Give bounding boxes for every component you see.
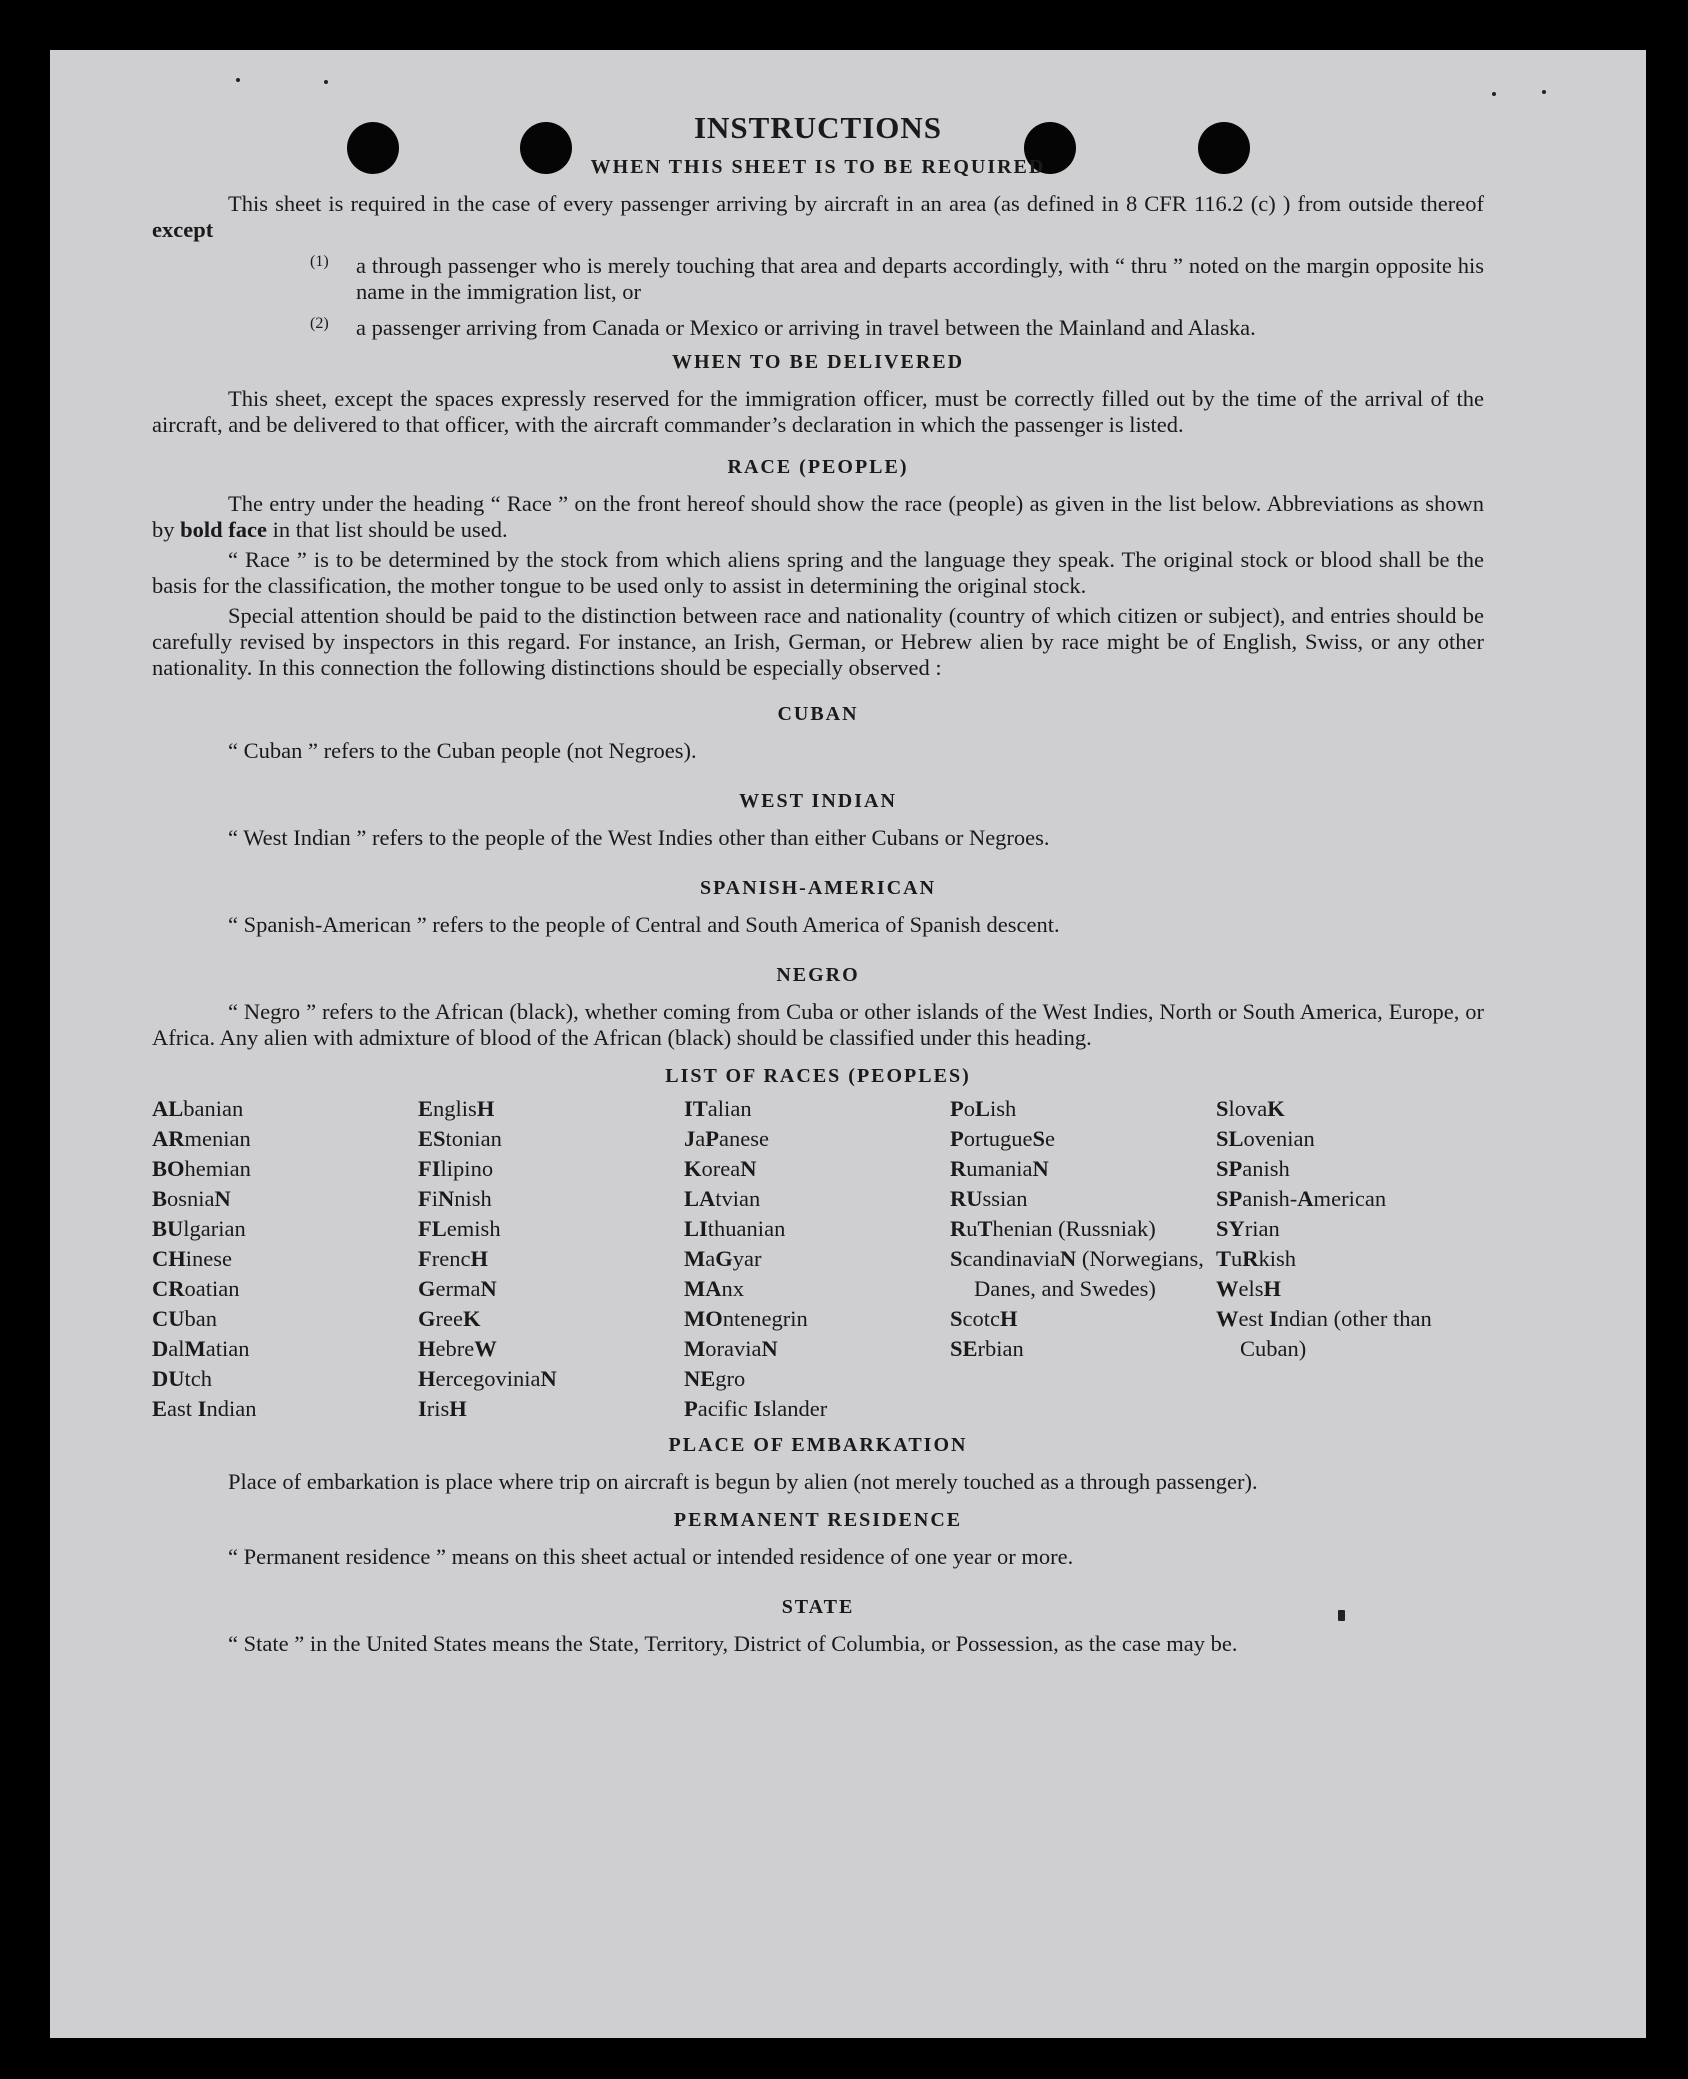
- race-entry: GermaN: [418, 1276, 497, 1301]
- race-paragraph-2: “ Race ” is to be determined by the stock from which aliens spring and the language they speak. The original stock or blood shall be the basis for the classification, the mother tongue to be used only to assist in determining the original stock.: [152, 547, 1484, 598]
- race-column: [950, 1094, 1216, 1424]
- required-intro: [152, 191, 1484, 243]
- race-entry: CUban: [152, 1306, 217, 1331]
- instructions-content: [152, 110, 1484, 1657]
- race-entry: HercegoviniaN: [418, 1366, 557, 1391]
- race-column: [418, 1094, 684, 1424]
- race-entry: SErbian: [950, 1336, 1024, 1361]
- heading-list-of-races: LIST OF RACES (PEOPLES): [665, 1065, 971, 1087]
- race-entry: HebreW: [418, 1336, 497, 1361]
- race-entry: SPanish: [1216, 1156, 1290, 1181]
- race-entry: SLovenian: [1216, 1126, 1315, 1151]
- race-entry: FLemish: [418, 1216, 501, 1241]
- cuban-text: “ Cuban ” refers to the Cuban people (not Negroes).: [228, 738, 697, 763]
- race-entry: PoLish: [950, 1096, 1017, 1121]
- heading-west-indian: WEST INDIAN: [739, 790, 897, 812]
- race-entry: FrencH: [418, 1246, 489, 1271]
- race-column: [1216, 1094, 1482, 1424]
- exception-text: a through passenger who is merely touching that area and departs accordingly, with “ thru ” noted on the margin opposite his name in the immigration list, or: [356, 253, 1484, 304]
- heading-when-delivered: WHEN TO BE DELIVERED: [671, 351, 965, 373]
- race-entry: GreeK: [418, 1306, 481, 1331]
- race-entry: KoreaN: [684, 1156, 757, 1181]
- race-entry: NEgro: [684, 1366, 746, 1391]
- race-entry: SYrian: [1216, 1216, 1280, 1241]
- required-intro-bold: except: [152, 217, 214, 242]
- race-entry: MOntenegrin: [684, 1306, 808, 1331]
- race-entry: ITalian: [684, 1096, 752, 1121]
- race-entry: TuRkish: [1216, 1246, 1297, 1271]
- race-entry: SPanish-American: [1216, 1186, 1387, 1211]
- race-entry: WelsH: [1216, 1276, 1282, 1301]
- race-entry: ALbanian: [152, 1096, 244, 1121]
- race-paragraph-3: Special attention should be paid to the distinction between race and nationality (country of which citizen or subject), and entries should be carefully revised by inspectors in this regard. For instance, an Irish, German, or Hebrew alien by race might be of English, Swiss, or any other nationality. In this connection the following distinctions should be especially observed :: [152, 603, 1484, 680]
- speck: [324, 80, 328, 84]
- heading-permanent-residence: PERMANENT RESIDENCE: [673, 1509, 963, 1531]
- negro-text: “ Negro ” refers to the African (black), whether coming from Cuba or other islands of the West Indies, North or South America, Europe, or Africa. Any alien with admixture of blood of the African (black) should be classified under this heading.: [152, 999, 1484, 1050]
- race-entry: DUtch: [152, 1366, 213, 1391]
- residence-text: “ Permanent residence ” means on this sheet actual or intended residence of one year or more.: [228, 1544, 1074, 1569]
- race-entry: BUlgarian: [152, 1216, 246, 1241]
- race-p1-text: The entry under the heading “ Race ” on the front hereof should show the race (people) as given in the list below. Abbreviations as shown by: [152, 491, 1484, 542]
- required-intro-text: This sheet is required in the case of every passenger arriving by aircraft in an area (as defined in 8 CFR 116.2 (c) ) from outside thereof: [228, 191, 1484, 216]
- race-entry: RUssian: [950, 1186, 1028, 1211]
- race-entry: PortugueSe: [950, 1126, 1056, 1151]
- speck: [1542, 90, 1546, 94]
- exception-number: (2): [310, 315, 329, 332]
- race-column: [152, 1094, 418, 1424]
- page-title: INSTRUCTIONS: [693, 110, 942, 145]
- exception-text: a passenger arriving from Canada or Mexico or arriving in travel between the Mainland and Alaska.: [356, 315, 1256, 340]
- race-entry: DalMatian: [152, 1336, 250, 1361]
- race-entry: East Indian: [152, 1396, 257, 1421]
- race-entry: IrisH: [418, 1396, 467, 1421]
- heading-when-required: WHEN THIS SHEET IS TO BE REQUIRED: [590, 156, 1046, 178]
- race-p1-bold: bold face: [180, 517, 267, 542]
- exception-item: [310, 315, 1484, 341]
- race-entry: EStonian: [418, 1126, 502, 1151]
- race-entry: RumaniaN: [950, 1156, 1049, 1181]
- race-entry: FiNnish: [418, 1186, 492, 1211]
- race-entry: BOhemian: [152, 1156, 251, 1181]
- exception-item: [310, 253, 1484, 305]
- race-entry: EnglisH: [418, 1096, 495, 1121]
- west-indian-text: “ West Indian ” refers to the people of the West Indies other than either Cubans or Negroes.: [228, 825, 1050, 850]
- state-text: “ State ” in the United States means the State, Territory, District of Columbia, or Possession, as the case may be.: [228, 1631, 1238, 1656]
- heading-embarkation: PLACE OF EMBARKATION: [668, 1434, 968, 1456]
- speck: [236, 78, 240, 82]
- race-paragraph-1: [152, 491, 1484, 543]
- race-entry: MoraviaN: [684, 1336, 778, 1361]
- race-entry: LIthuanian: [684, 1216, 786, 1241]
- heading-spanish-american: SPANISH-AMERICAN: [699, 877, 937, 899]
- race-entry: SlovaK: [1216, 1096, 1285, 1121]
- race-entry: JaPanese: [684, 1126, 770, 1151]
- delivered-text: This sheet, except the spaces expressly reserved for the immigration officer, must be correctly filled out by the time of the arrival of the aircraft, and be delivered to that officer, with the aircraft commander’s declaration in which the passenger is listed.: [152, 386, 1484, 437]
- race-entry: RuThenian (Russniak): [950, 1216, 1156, 1241]
- race-entry: ScotcH: [950, 1306, 1018, 1331]
- race-column: [684, 1094, 950, 1424]
- race-entry: West Indian (other than Cuban): [1216, 1306, 1432, 1361]
- race-entry: ScandinaviaN (Norwegians, Danes, and Swedes): [950, 1246, 1204, 1301]
- speck: [1492, 92, 1496, 96]
- embarkation-text: Place of embarkation is place where trip on aircraft is begun by alien (not merely touched as a through passenger).: [228, 1469, 1258, 1494]
- race-entry: LAtvian: [684, 1186, 761, 1211]
- heading-negro: NEGRO: [776, 964, 860, 986]
- race-entry: CRoatian: [152, 1276, 240, 1301]
- heading-race: RACE (PEOPLE): [727, 456, 909, 478]
- heading-cuban: CUBAN: [777, 703, 859, 725]
- exception-number: (1): [310, 253, 329, 270]
- race-entry: Pacific Islander: [684, 1396, 828, 1421]
- race-entry: ARmenian: [152, 1126, 251, 1151]
- race-entry: MAnx: [684, 1276, 744, 1301]
- heading-state: STATE: [781, 1596, 855, 1618]
- race-entry: CHinese: [152, 1246, 233, 1271]
- race-p1-tail: in that list should be used.: [272, 517, 508, 542]
- race-entry: MaGyar: [684, 1246, 762, 1271]
- race-entry: BosniaN: [152, 1186, 231, 1211]
- race-entry: FIlipino: [418, 1156, 494, 1181]
- spanish-american-text: “ Spanish-American ” refers to the people of Central and South America of Spanish descent.: [228, 912, 1060, 937]
- races-table: [152, 1094, 1484, 1424]
